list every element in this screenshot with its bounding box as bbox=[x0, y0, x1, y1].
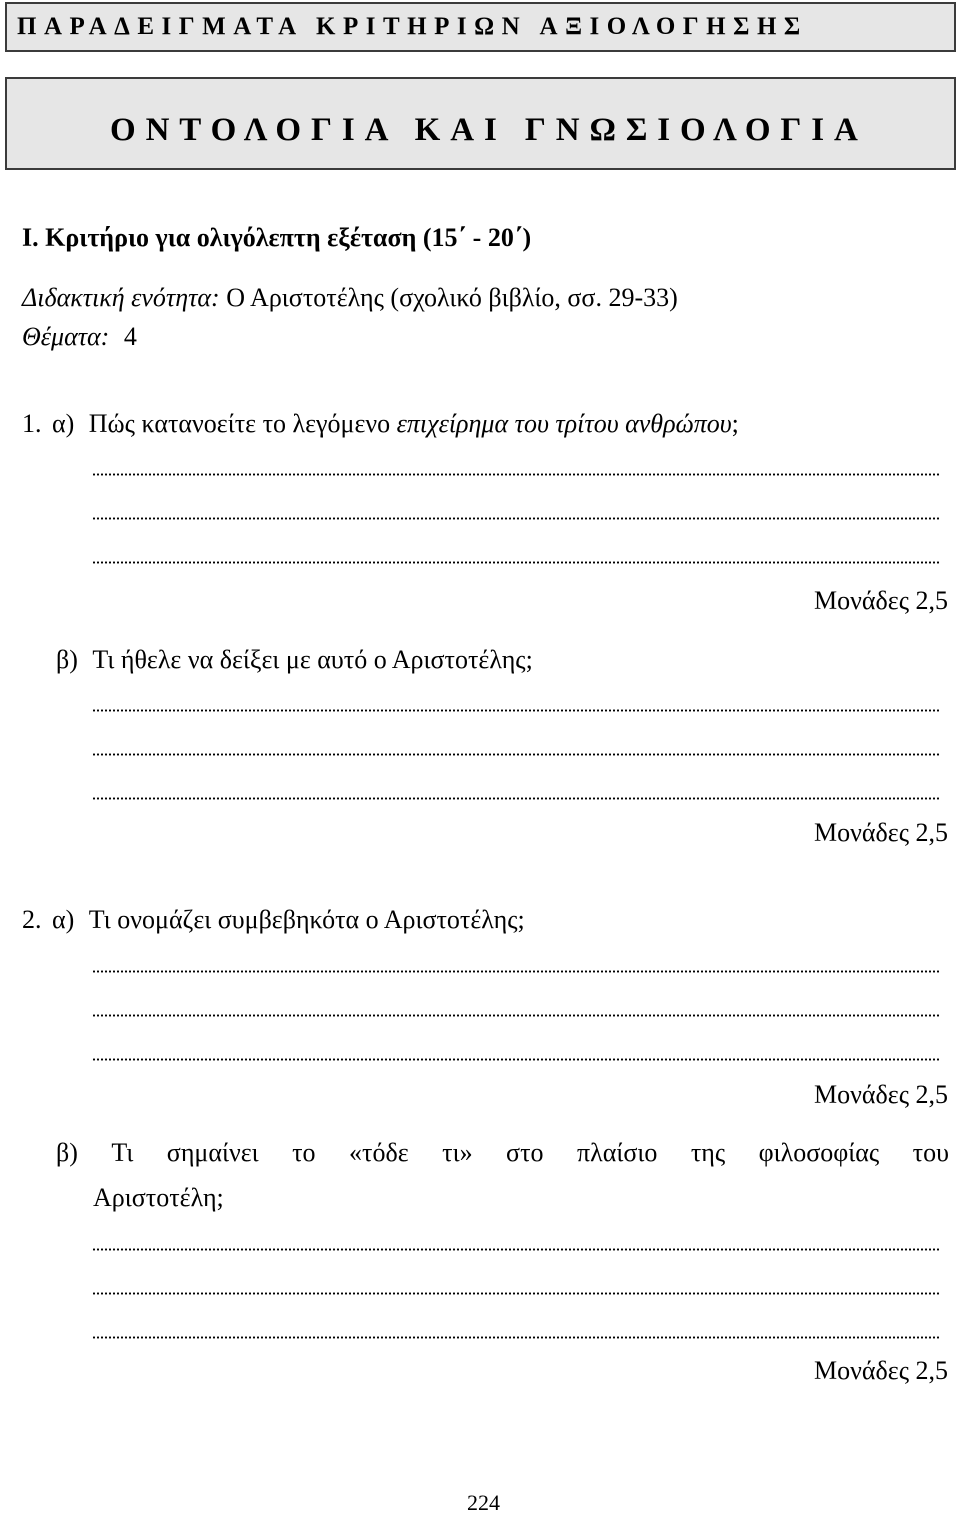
question-word: το bbox=[292, 1138, 316, 1167]
answer-line[interactable] bbox=[92, 1248, 940, 1251]
marks-label: Μονάδες 2,5 bbox=[814, 586, 948, 615]
answer-line[interactable] bbox=[92, 797, 940, 800]
question-part-label: β) bbox=[56, 645, 78, 674]
answer-line[interactable] bbox=[92, 561, 940, 564]
question-text-italic: επιχείρημα του τρίτου ανθρώπου bbox=[396, 409, 732, 438]
page-number: 224 bbox=[467, 1490, 500, 1515]
question-word: της bbox=[690, 1138, 726, 1167]
question-word: στο bbox=[506, 1138, 544, 1167]
question-1b bbox=[56, 645, 533, 675]
question-part-label: α) bbox=[52, 409, 75, 438]
topics-value: 4 bbox=[123, 322, 137, 351]
teaching-unit-value: Ο Αριστοτέλης (σχολικό βιβλίο, σσ. 29-33) bbox=[226, 283, 678, 312]
answer-line[interactable] bbox=[92, 709, 940, 712]
question-2b bbox=[56, 1138, 949, 1168]
topics-label: Θέματα: bbox=[22, 322, 110, 351]
teaching-unit-label: Διδακτική ενότητα: bbox=[22, 283, 220, 312]
answer-line[interactable] bbox=[92, 1014, 940, 1017]
marks-label: Μονάδες 2,5 bbox=[814, 818, 948, 847]
answer-line[interactable] bbox=[92, 753, 940, 756]
question-word: πλαίσιο bbox=[576, 1138, 658, 1167]
answer-line[interactable] bbox=[92, 1336, 940, 1339]
question-word: φιλοσοφίας bbox=[758, 1138, 880, 1167]
question-word: «τόδε bbox=[349, 1138, 409, 1167]
question-word: σημαίνει bbox=[166, 1138, 259, 1167]
question-part-label: β) bbox=[56, 1138, 78, 1167]
question-text: Τι ονομάζει συμβεβηκότα ο Αριστοτέλης; bbox=[88, 905, 525, 934]
question-word: Τι bbox=[111, 1138, 134, 1167]
marks-label: Μονάδες 2,5 bbox=[814, 1356, 948, 1385]
question-word: τι» bbox=[442, 1138, 473, 1167]
question-2a bbox=[22, 905, 525, 935]
marks-label: Μονάδες 2,5 bbox=[814, 1080, 948, 1109]
answer-line[interactable] bbox=[92, 473, 940, 476]
question-text: Πώς κατανοείτε το λεγόμενο bbox=[88, 409, 391, 438]
answer-line[interactable] bbox=[92, 970, 940, 973]
series-title: ΠΑΡΑΔΕΙΓΜΑΤΑ ΚΡΙΤΗΡΙΩΝ ΑΞΙΟΛΟΓΗΣΗΣ bbox=[17, 13, 808, 40]
chapter-title: ΟΝΤΟΛΟΓΙΑ ΚΑΙ ΓΝΩΣΙΟΛΟΓΙΑ bbox=[110, 112, 868, 148]
question-text-continued: Αριστοτέλη; bbox=[93, 1183, 224, 1212]
criterion-heading: Ι. Κριτήριο για ολιγόλεπτη εξέταση (15΄ - 20΄) bbox=[22, 223, 532, 252]
answer-line[interactable] bbox=[92, 1058, 940, 1061]
topics-count bbox=[22, 322, 137, 352]
question-part-label: α) bbox=[52, 905, 75, 934]
question-text: Τι ήθελε να δείξει με αυτό ο Αριστοτέλης; bbox=[92, 645, 533, 674]
answer-line[interactable] bbox=[92, 517, 940, 520]
teaching-unit bbox=[22, 283, 678, 313]
question-mark: ; bbox=[731, 409, 739, 438]
question-word: του bbox=[912, 1138, 949, 1167]
question-number: 2. bbox=[22, 905, 42, 934]
answer-line[interactable] bbox=[92, 1292, 940, 1295]
question-number: 1. bbox=[22, 409, 42, 438]
question-1a bbox=[22, 409, 739, 439]
